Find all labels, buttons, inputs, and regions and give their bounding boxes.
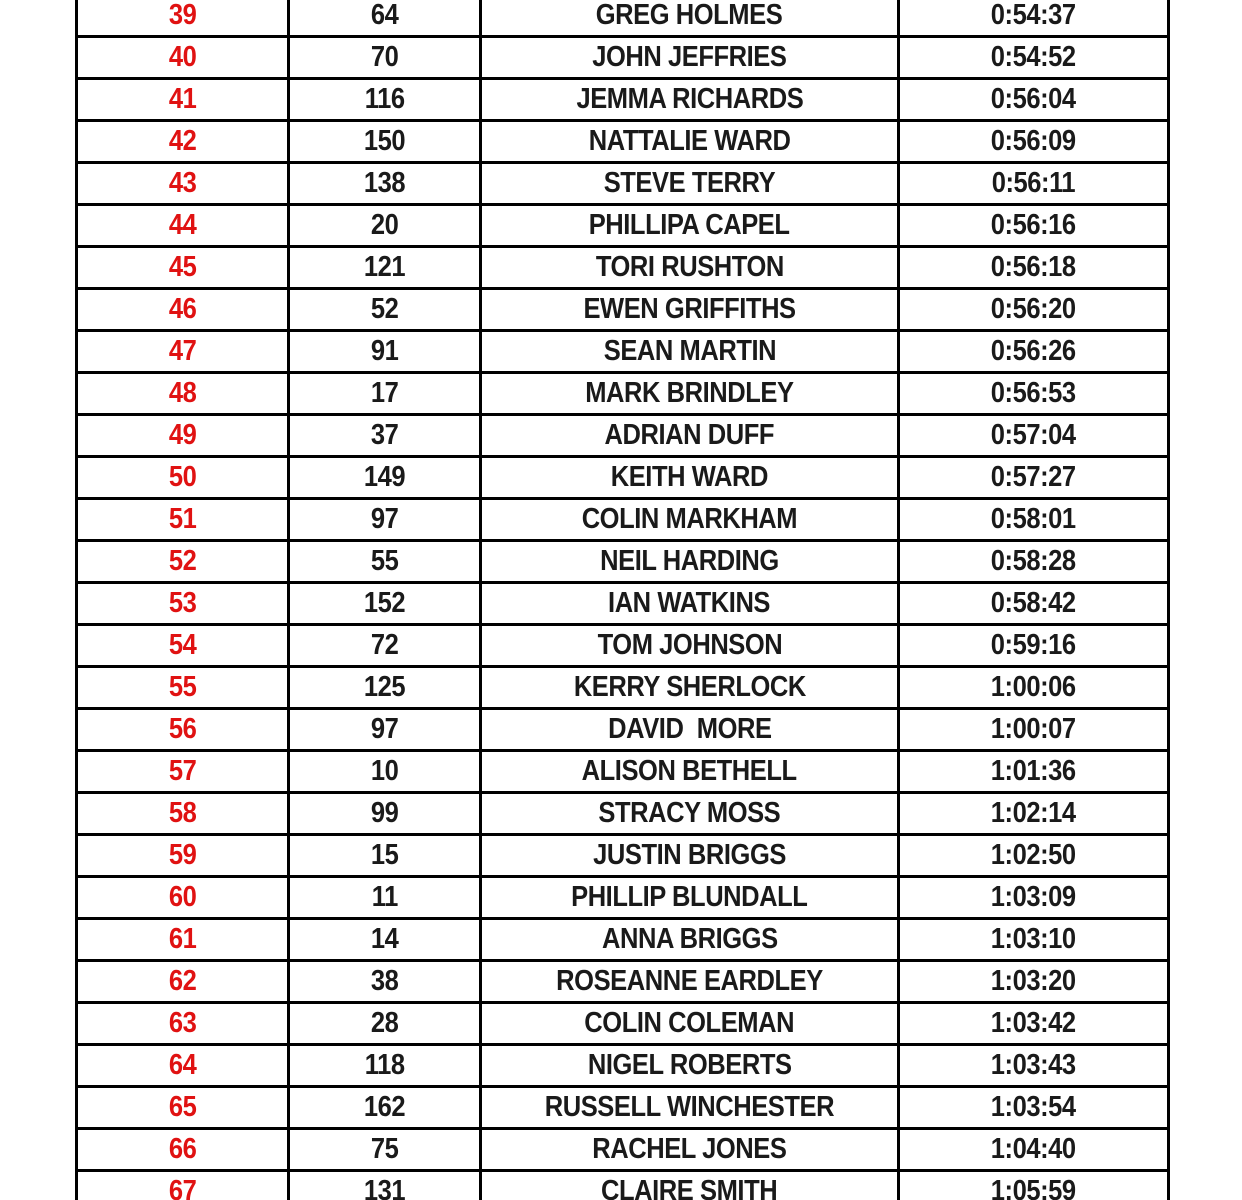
position-cell (77, 1003, 289, 1045)
table-row (77, 1171, 1169, 1200)
time-cell (899, 1003, 1169, 1045)
table-row (77, 961, 1169, 1003)
bib-cell (289, 331, 481, 373)
position-cell (77, 373, 289, 415)
bib-cell (289, 1129, 481, 1171)
bib-number: 15 (370, 839, 399, 871)
name-cell (481, 0, 899, 37)
bib-cell (289, 415, 481, 457)
time-cell (899, 751, 1169, 793)
finish-time: 1:02:14 (991, 797, 1076, 829)
time-cell (899, 1171, 1169, 1200)
table-row (77, 331, 1169, 373)
bib-number: 64 (370, 0, 399, 31)
time-cell (899, 373, 1169, 415)
position-cell (77, 835, 289, 877)
position-value: 60 (168, 881, 197, 913)
finish-time: 0:58:28 (991, 545, 1076, 577)
runner-name: ALISON BETHELL (581, 755, 798, 787)
bib-cell (289, 0, 481, 37)
table-row (77, 415, 1169, 457)
finish-time: 0:58:42 (991, 587, 1076, 619)
position-value: 65 (168, 1091, 197, 1123)
time-cell (899, 1087, 1169, 1129)
position-value: 39 (168, 0, 197, 31)
name-cell (481, 37, 899, 79)
table-row (77, 919, 1169, 961)
bib-number: 17 (370, 377, 399, 409)
runner-name: NEIL HARDING (600, 545, 779, 577)
name-cell (481, 247, 899, 289)
name-cell (481, 415, 899, 457)
bib-number: 72 (370, 629, 399, 661)
bib-cell (289, 289, 481, 331)
bib-number: 70 (370, 41, 399, 73)
runner-name: JOHN JEFFRIES (592, 41, 787, 73)
name-cell (481, 583, 899, 625)
name-cell (481, 1129, 899, 1171)
position-cell (77, 583, 289, 625)
time-cell (899, 1045, 1169, 1087)
table-row (77, 373, 1169, 415)
bib-cell (289, 1171, 481, 1200)
finish-time: 0:54:37 (991, 0, 1076, 31)
runner-name: CLAIRE SMITH (601, 1175, 778, 1200)
runner-name: JUSTIN BRIGGS (593, 839, 786, 871)
runner-name: RACHEL JONES (592, 1133, 787, 1165)
name-cell (481, 1087, 899, 1129)
bib-cell (289, 835, 481, 877)
position-value: 41 (168, 83, 197, 115)
position-value: 63 (168, 1007, 197, 1039)
position-value: 43 (168, 167, 197, 199)
time-cell (899, 919, 1169, 961)
name-cell (481, 541, 899, 583)
runner-name: RUSSELL WINCHESTER (544, 1091, 835, 1123)
bib-number: 75 (370, 1133, 399, 1165)
name-cell (481, 289, 899, 331)
name-cell (481, 1003, 899, 1045)
bib-number: 118 (364, 1049, 405, 1081)
bib-cell (289, 37, 481, 79)
results-table-body (77, 0, 1169, 1200)
position-cell (77, 1045, 289, 1087)
finish-time: 0:56:09 (991, 125, 1076, 157)
position-cell (77, 37, 289, 79)
bib-number: 125 (363, 671, 406, 703)
position-value: 40 (168, 41, 197, 73)
position-value: 62 (168, 965, 197, 997)
bib-cell (289, 541, 481, 583)
time-cell (899, 415, 1169, 457)
position-cell (77, 1171, 289, 1200)
name-cell (481, 709, 899, 751)
position-value: 58 (168, 797, 197, 829)
finish-time: 1:03:20 (991, 965, 1076, 997)
name-cell (481, 331, 899, 373)
table-row (77, 499, 1169, 541)
bib-cell (289, 1045, 481, 1087)
time-cell (899, 37, 1169, 79)
name-cell (481, 1045, 899, 1087)
runner-name: NIGEL ROBERTS (587, 1049, 792, 1081)
position-value: 46 (168, 293, 197, 325)
bib-number: 116 (364, 83, 405, 115)
runner-name: EWEN GRIFFITHS (583, 293, 796, 325)
table-row (77, 205, 1169, 247)
name-cell (481, 121, 899, 163)
runner-name: STEVE TERRY (603, 167, 776, 199)
position-cell (77, 163, 289, 205)
name-cell (481, 79, 899, 121)
bib-cell (289, 1087, 481, 1129)
table-row (77, 1045, 1169, 1087)
runner-name: SEAN MARTIN (603, 335, 776, 367)
time-cell (899, 205, 1169, 247)
table-row (77, 37, 1169, 79)
runner-name: TORI RUSHTON (595, 251, 784, 283)
position-cell (77, 709, 289, 751)
time-cell (899, 331, 1169, 373)
table-row (77, 583, 1169, 625)
name-cell (481, 373, 899, 415)
table-row (77, 667, 1169, 709)
finish-time: 0:56:18 (991, 251, 1076, 283)
position-cell (77, 0, 289, 37)
runner-name: COLIN COLEMAN (584, 1007, 795, 1039)
runner-name: ANNA BRIGGS (601, 923, 778, 955)
time-cell (899, 289, 1169, 331)
runner-name: IAN WATKINS (608, 587, 771, 619)
bib-number: 11 (371, 881, 398, 913)
results-table (75, 0, 1170, 1200)
time-cell (899, 625, 1169, 667)
name-cell (481, 793, 899, 835)
runner-name: MARK BRINDLEY (585, 377, 794, 409)
finish-time: 1:00:07 (991, 713, 1076, 745)
bib-number: 55 (370, 545, 399, 577)
bib-cell (289, 793, 481, 835)
time-cell (899, 667, 1169, 709)
name-cell (481, 499, 899, 541)
bib-cell (289, 667, 481, 709)
finish-time: 1:03:42 (991, 1007, 1076, 1039)
bib-cell (289, 79, 481, 121)
position-value: 51 (168, 503, 197, 535)
runner-name: KERRY SHERLOCK (573, 671, 806, 703)
table-row (77, 79, 1169, 121)
position-value: 61 (168, 923, 197, 955)
runner-name: ADRIAN DUFF (604, 419, 775, 451)
bib-number: 97 (370, 503, 399, 535)
bib-cell (289, 919, 481, 961)
runner-name: TOM JOHNSON (597, 629, 782, 661)
name-cell (481, 751, 899, 793)
bib-cell (289, 205, 481, 247)
runner-name: DAVID MORE (607, 713, 772, 745)
position-value: 67 (168, 1175, 197, 1200)
time-cell (899, 583, 1169, 625)
runner-name: NATTALIE WARD (588, 125, 791, 157)
table-row (77, 751, 1169, 793)
bib-cell (289, 583, 481, 625)
finish-time: 1:05:59 (991, 1175, 1076, 1200)
time-cell (899, 121, 1169, 163)
bib-number: 149 (363, 461, 406, 493)
name-cell (481, 961, 899, 1003)
table-row (77, 835, 1169, 877)
position-cell (77, 415, 289, 457)
position-value: 57 (168, 755, 197, 787)
position-value: 59 (168, 839, 197, 871)
time-cell (899, 1129, 1169, 1171)
bib-number: 37 (370, 419, 399, 451)
finish-time: 1:04:40 (991, 1133, 1076, 1165)
finish-time: 1:03:09 (991, 881, 1076, 913)
finish-time: 0:56:11 (991, 167, 1076, 199)
table-row (77, 793, 1169, 835)
name-cell (481, 919, 899, 961)
position-cell (77, 667, 289, 709)
finish-time: 0:56:20 (991, 293, 1076, 325)
bib-cell (289, 751, 481, 793)
bib-number: 38 (370, 965, 399, 997)
table-row (77, 625, 1169, 667)
position-cell (77, 205, 289, 247)
name-cell (481, 625, 899, 667)
time-cell (899, 877, 1169, 919)
finish-time: 0:56:53 (991, 377, 1076, 409)
finish-time: 0:59:16 (991, 629, 1076, 661)
position-value: 64 (168, 1049, 197, 1081)
position-cell (77, 247, 289, 289)
finish-time: 1:03:43 (991, 1049, 1076, 1081)
bib-cell (289, 163, 481, 205)
position-cell (77, 1087, 289, 1129)
position-value: 55 (168, 671, 197, 703)
name-cell (481, 163, 899, 205)
finish-time: 0:58:01 (991, 503, 1076, 535)
time-cell (899, 457, 1169, 499)
position-cell (77, 541, 289, 583)
position-value: 54 (168, 629, 197, 661)
finish-time: 1:03:10 (991, 923, 1076, 955)
name-cell (481, 835, 899, 877)
time-cell (899, 247, 1169, 289)
bib-cell (289, 877, 481, 919)
runner-name: STRACY MOSS (598, 797, 781, 829)
runner-name: KEITH WARD (610, 461, 769, 493)
table-row (77, 289, 1169, 331)
bib-number: 138 (363, 167, 406, 199)
time-cell (899, 79, 1169, 121)
name-cell (481, 205, 899, 247)
finish-time: 0:54:52 (991, 41, 1076, 73)
name-cell (481, 667, 899, 709)
position-cell (77, 457, 289, 499)
bib-number: 28 (370, 1007, 399, 1039)
position-cell (77, 79, 289, 121)
table-row (77, 457, 1169, 499)
finish-time: 1:03:54 (991, 1091, 1076, 1123)
bib-number: 20 (370, 209, 399, 241)
table-row (77, 0, 1169, 37)
finish-time: 0:57:27 (991, 461, 1076, 493)
position-value: 66 (168, 1133, 197, 1165)
position-cell (77, 625, 289, 667)
bib-number: 121 (363, 251, 406, 283)
position-cell (77, 289, 289, 331)
position-cell (77, 793, 289, 835)
time-cell (899, 541, 1169, 583)
position-cell (77, 1129, 289, 1171)
bib-number: 152 (363, 587, 406, 619)
finish-time: 1:00:06 (991, 671, 1076, 703)
table-row (77, 1003, 1169, 1045)
position-value: 49 (168, 419, 197, 451)
bib-number: 131 (363, 1175, 406, 1200)
time-cell (899, 0, 1169, 37)
finish-time: 0:56:04 (991, 83, 1076, 115)
runner-name: GREG HOLMES (596, 0, 783, 31)
time-cell (899, 961, 1169, 1003)
finish-time: 1:01:36 (991, 755, 1076, 787)
position-value: 50 (168, 461, 197, 493)
table-row (77, 163, 1169, 205)
bib-number: 97 (370, 713, 399, 745)
runner-name: JEMMA RICHARDS (576, 83, 803, 115)
position-value: 53 (168, 587, 197, 619)
position-cell (77, 919, 289, 961)
table-row (77, 1087, 1169, 1129)
finish-time: 0:56:26 (991, 335, 1076, 367)
bib-cell (289, 373, 481, 415)
table-row (77, 121, 1169, 163)
time-cell (899, 709, 1169, 751)
bib-number: 99 (370, 797, 399, 829)
time-cell (899, 793, 1169, 835)
bib-number: 52 (370, 293, 399, 325)
time-cell (899, 499, 1169, 541)
bib-cell (289, 457, 481, 499)
position-value: 42 (168, 125, 197, 157)
time-cell (899, 163, 1169, 205)
name-cell (481, 457, 899, 499)
position-cell (77, 121, 289, 163)
bib-number: 91 (370, 335, 399, 367)
bib-number: 14 (370, 923, 399, 955)
position-cell (77, 751, 289, 793)
position-cell (77, 331, 289, 373)
position-cell (77, 961, 289, 1003)
runner-name: ROSEANNE EARDLEY (556, 965, 823, 997)
bib-cell (289, 961, 481, 1003)
position-value: 52 (168, 545, 197, 577)
bib-cell (289, 625, 481, 667)
position-value: 45 (168, 251, 197, 283)
finish-time: 0:56:16 (991, 209, 1076, 241)
name-cell (481, 1171, 899, 1200)
table-row (77, 1129, 1169, 1171)
time-cell (899, 835, 1169, 877)
position-value: 48 (168, 377, 197, 409)
bib-cell (289, 247, 481, 289)
runner-name: PHILLIP BLUNDALL (571, 881, 808, 913)
table-row (77, 541, 1169, 583)
runner-name: PHILLIPA CAPEL (589, 209, 790, 241)
table-row (77, 709, 1169, 751)
position-value: 47 (168, 335, 197, 367)
finish-time: 1:02:50 (991, 839, 1076, 871)
finish-time: 0:57:04 (991, 419, 1076, 451)
bib-cell (289, 1003, 481, 1045)
bib-number: 150 (363, 125, 406, 157)
bib-number: 10 (370, 755, 399, 787)
position-cell (77, 877, 289, 919)
bib-cell (289, 499, 481, 541)
name-cell (481, 877, 899, 919)
bib-number: 162 (363, 1091, 406, 1123)
table-row (77, 877, 1169, 919)
runner-name: COLIN MARKHAM (581, 503, 798, 535)
position-value: 44 (168, 209, 197, 241)
bib-cell (289, 121, 481, 163)
bib-cell (289, 709, 481, 751)
table-row (77, 247, 1169, 289)
position-value: 56 (168, 713, 197, 745)
position-cell (77, 499, 289, 541)
